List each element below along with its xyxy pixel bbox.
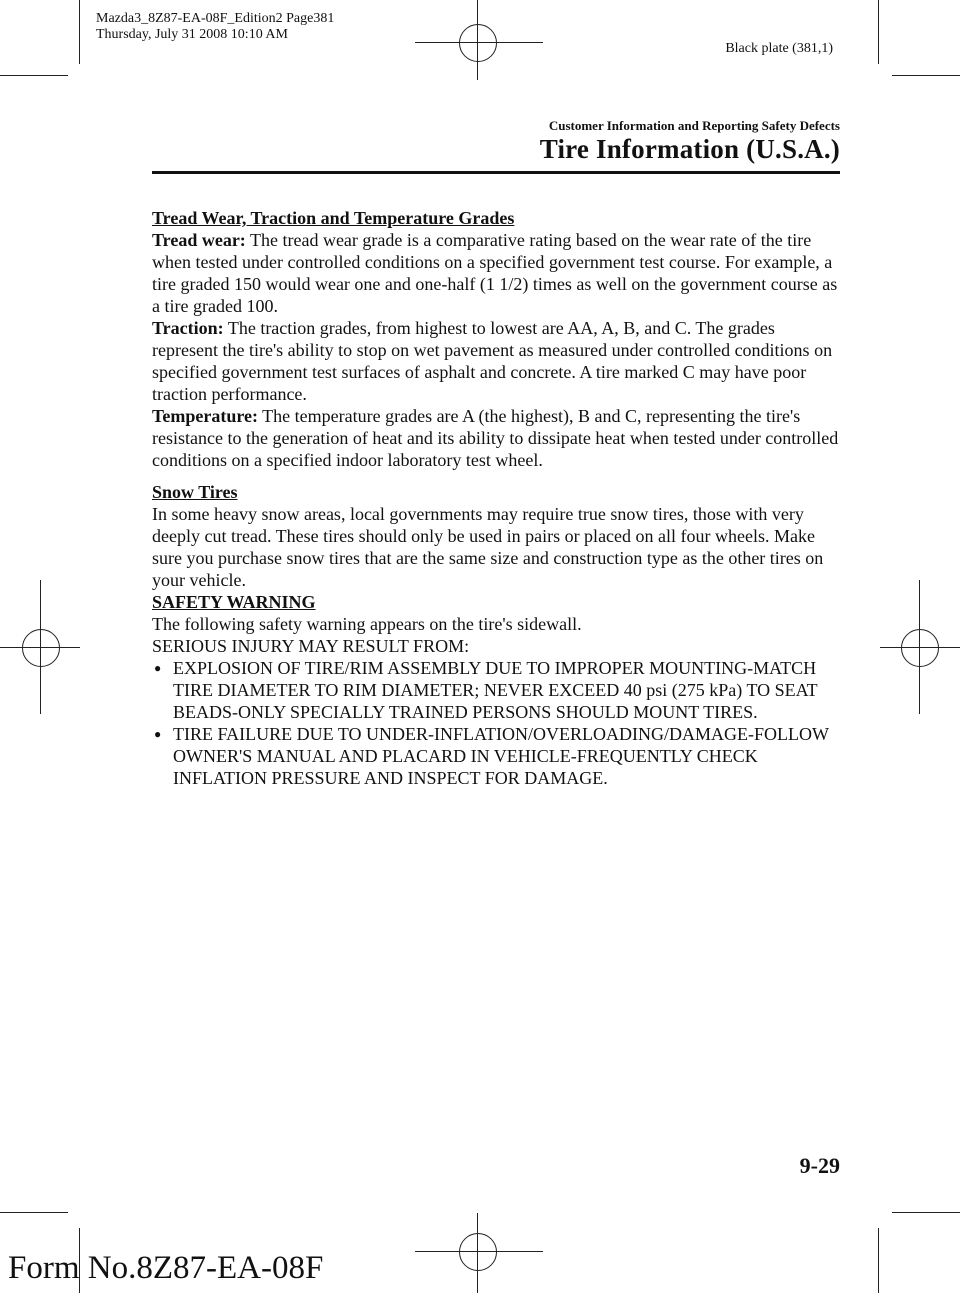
black-plate-label: Black plate (381,1) — [725, 41, 833, 56]
snow-tires-heading: Snow Tires — [152, 482, 238, 502]
crop-mark — [892, 75, 960, 76]
temperature-term: Temperature: — [152, 406, 258, 426]
safety-warning-heading: SAFETY WARNING — [152, 592, 316, 612]
warning-item-text: TIRE FAILURE DUE TO UNDER-INFLATION/OVERLOADING/DAMAGE-FOLLOW OWNER'S MANUAL AND PLACARD IN VEHICLE-FREQUENTLY CHECK INFLATION PRESSURE AND INSPECT FOR DAMAGE. — [173, 724, 829, 788]
tread-wear-term: Tread wear: — [152, 230, 246, 250]
section-label: Customer Information and Reporting Safety Defects — [548, 118, 840, 133]
temperature-text: The temperature grades are A (the highest), B and C, representing the tire's resistance to the generation of heat and its ability to dissipate heat when tested under controlled conditions on a specified indoor laboratory test wheel. — [152, 406, 839, 470]
registration-line — [880, 647, 960, 648]
snow-tires-paragraph: In some heavy snow areas, local governments may require true snow tires, those with very deeply cut tread. These tires should only be used in pairs or placed on all four wheels. Make sure you purchase snow tires that are the same size and construction type as the other tires on your vehicle. — [152, 504, 824, 590]
registration-target-icon — [22, 629, 60, 667]
traction-paragraph — [152, 317, 842, 405]
print-file-line: Mazda3_8Z87-EA-08F_Edition2 Page381 — [96, 11, 335, 26]
registration-target-icon — [459, 1233, 497, 1271]
header-rule — [152, 171, 840, 174]
registration-line — [415, 1251, 543, 1252]
crop-mark — [0, 75, 68, 76]
warning-lead: SERIOUS INJURY MAY RESULT FROM: — [152, 636, 470, 656]
grades-heading: Tread Wear, Traction and Temperature Grades — [152, 208, 515, 228]
crop-mark — [892, 1212, 960, 1213]
tread-wear-paragraph — [152, 229, 842, 317]
traction-text: The traction grades, from highest to lowest are AA, A, B, and C. The grades represent the tire's ability to stop on wet pavement as measured under controlled conditions on specified government test surfaces of asphalt and concrete. A tire marked C may have poor traction performance. — [152, 318, 833, 404]
crop-mark — [878, 1228, 879, 1293]
main-content — [152, 207, 842, 789]
page-number: 9-29 — [799, 1153, 840, 1178]
registration-line — [40, 580, 41, 714]
registration-line — [415, 42, 543, 43]
traction-term: Traction: — [152, 318, 224, 338]
bullet-icon: ● — [154, 661, 162, 675]
crop-mark — [878, 0, 879, 64]
list-item — [152, 657, 842, 723]
crop-mark — [79, 0, 80, 64]
registration-target-icon — [459, 24, 497, 62]
registration-target-icon — [901, 629, 939, 667]
warning-item-text: EXPLOSION OF TIRE/RIM ASSEMBLY DUE TO IMPROPER MOUNTING-MATCH TIRE DIAMETER TO RIM DIAMETER; NEVER EXCEED 40 psi (275 kPa) TO SEAT BEADS-ONLY SPECIALLY TRAINED PERSONS SHOULD MOUNT TIRES. — [173, 658, 818, 722]
registration-line — [477, 1213, 478, 1293]
registration-line — [919, 580, 920, 714]
bullet-icon: ● — [154, 727, 162, 741]
form-number: Form No.8Z87-EA-08F — [8, 1250, 324, 1286]
list-item — [152, 723, 842, 789]
tread-wear-text: The tread wear grade is a comparative rating based on the wear rate of the tire when tested under controlled conditions on a specified government test course. For example, a tire graded 150 would wear one and one-half (1 1/2) times as well on the government course as a tire graded 100. — [152, 230, 838, 316]
print-date-line: Thursday, July 31 2008 10:10 AM — [96, 27, 288, 42]
warning-list — [152, 657, 842, 789]
crop-mark — [0, 1212, 68, 1213]
temperature-paragraph — [152, 405, 842, 471]
grades-body — [152, 229, 842, 471]
registration-line — [477, 0, 478, 80]
page-title: Tire Information (U.S.A.) — [539, 134, 840, 164]
warning-intro: The following safety warning appears on the tire's sidewall. — [152, 614, 582, 634]
